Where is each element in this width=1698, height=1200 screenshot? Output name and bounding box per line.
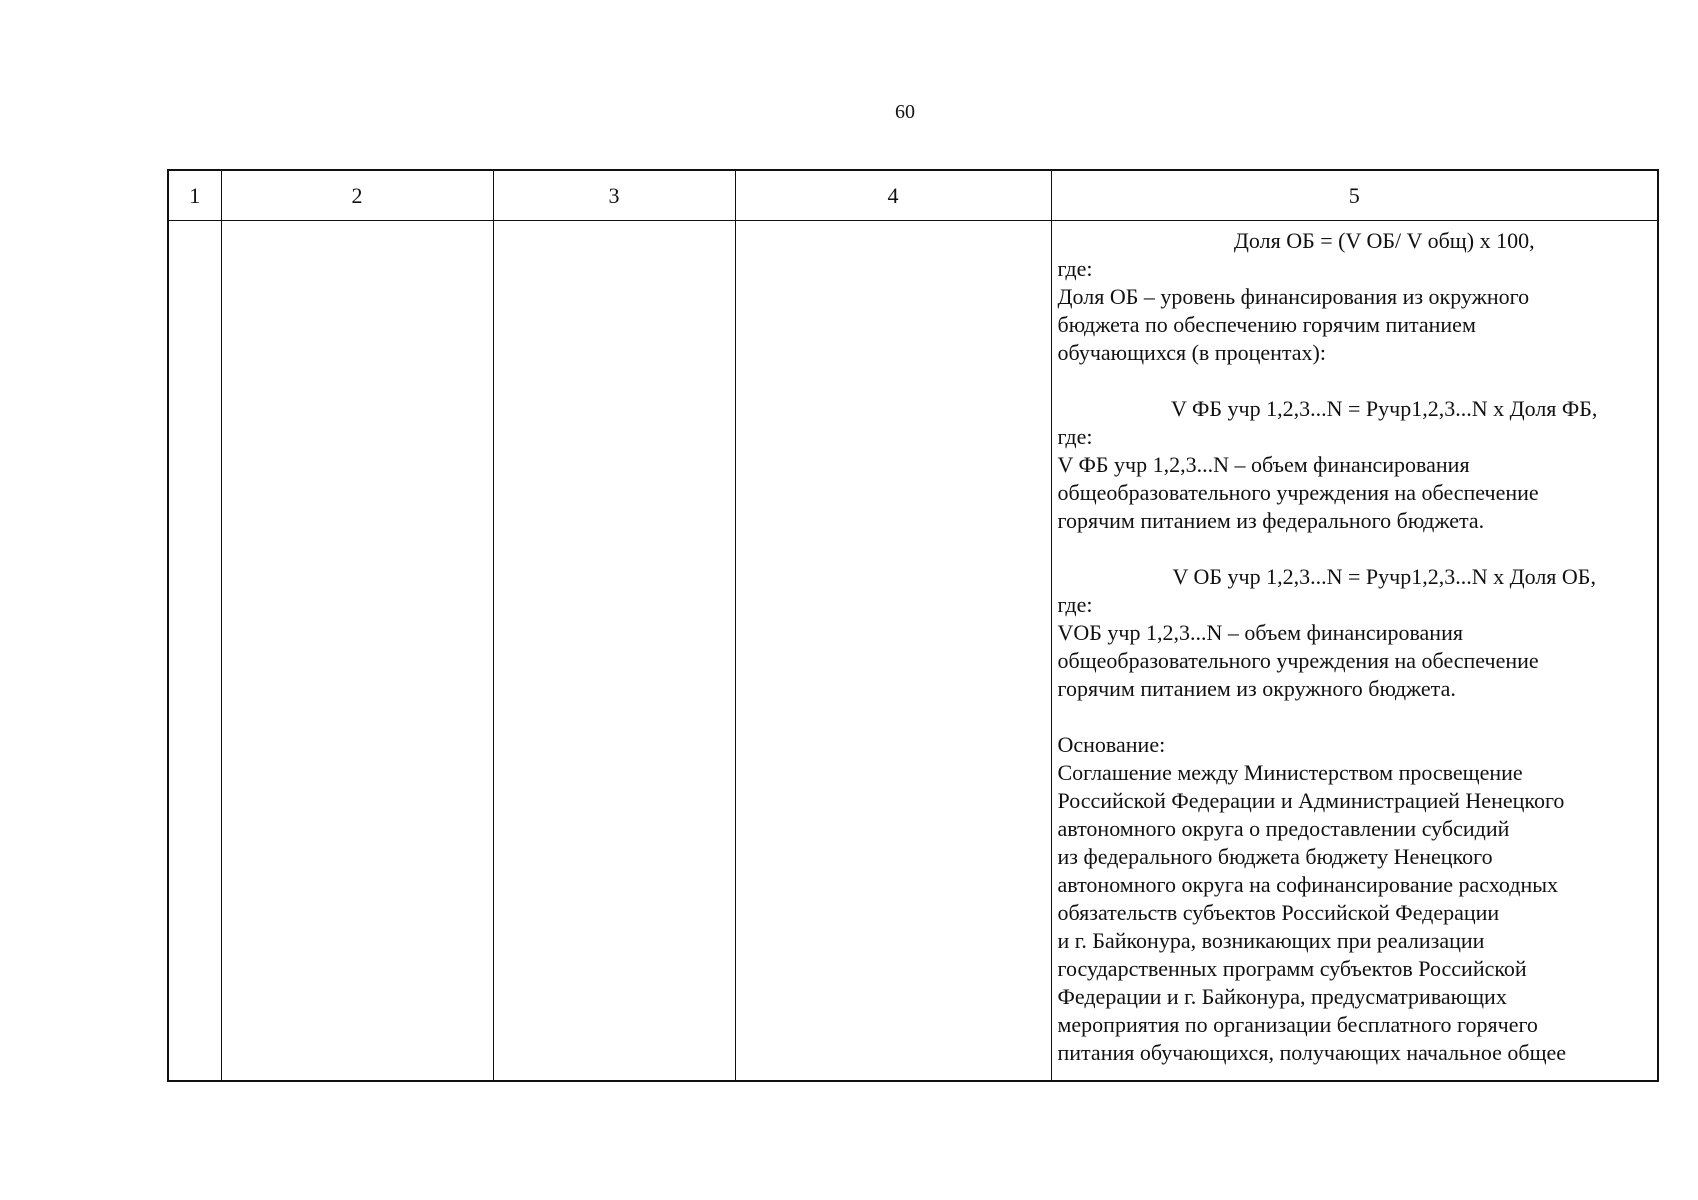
paragraph-gap [1058,367,1652,395]
text-line: горячим питанием из федерального бюджета. [1057,508,1485,533]
column-header-3: 3 [493,170,735,221]
formula-v-fb: V ФБ учр 1,2,3...N = Ручр1,2,3...N х Доля ФБ, [1171,396,1598,421]
text-line: из федерального бюджета бюджету Ненецкого [1057,844,1493,869]
column-header-4: 4 [735,170,1051,221]
column-header-2: 2 [221,170,493,221]
cell-col-1 [168,221,221,1082]
where-label: где: [1057,424,1093,449]
text-line: общеобразовательного учреждения на обеспечение [1057,648,1539,673]
text-line: обязательств субъектов Российской Федерации [1057,900,1500,925]
table-header-row [168,170,1658,221]
text-line: и г. Байконура, возникающих при реализации [1057,928,1485,953]
cell-col-3 [493,221,735,1082]
where-label: где: [1057,592,1093,617]
text-line: Соглашение между Министерством просвещение [1057,760,1523,785]
text-line: бюджета по обеспечению горячим питанием [1057,312,1476,337]
text-line: мероприятия по организации бесплатного горячего [1057,1012,1538,1037]
basis-title: Основание: [1057,732,1166,757]
text-line: автономного округа на софинансирование расходных [1057,872,1559,897]
column-header-1: 1 [168,170,221,221]
text-line: Федерации и г. Байконура, предусматривающих [1057,984,1507,1009]
text-line: VОБ учр 1,2,3...N – объем финансирования [1057,620,1463,645]
paragraph-gap [1058,535,1652,563]
page-number: 60 [895,101,915,123]
text-line: государственных программ субъектов Российской [1057,956,1527,981]
text-line: V ФБ учр 1,2,3...N – объем финансирования [1057,452,1470,477]
formula-share-ob: Доля ОБ = (V ОБ/ V общ) х 100, [1233,228,1535,253]
text-line: автономного округа о предоставлении субсидий [1057,816,1510,841]
where-label: где: [1057,256,1093,281]
table-row [168,221,1658,1082]
text-line: Российской Федерации и Администрацией Ненецкого [1057,788,1565,813]
column-header-5: 5 [1051,170,1658,221]
document-table [167,169,1659,1082]
cell-col-2 [221,221,493,1082]
text-line: горячим питанием из окружного бюджета. [1057,676,1456,701]
cell-col-5 [1051,221,1658,1082]
paragraph-gap [1058,703,1652,731]
text-line: общеобразовательного учреждения на обеспечение [1057,480,1539,505]
text-line: Доля ОБ – уровень финансирования из окружного [1057,284,1530,309]
text-line: обучающихся (в процентах): [1057,340,1326,365]
cell-col-4 [735,221,1051,1082]
formula-v-ob: V ОБ учр 1,2,3...N = Ручр1,2,3...N х Доля ОБ, [1172,564,1596,589]
text-line: питания обучающихся, получающих начальное общее [1057,1040,1567,1065]
